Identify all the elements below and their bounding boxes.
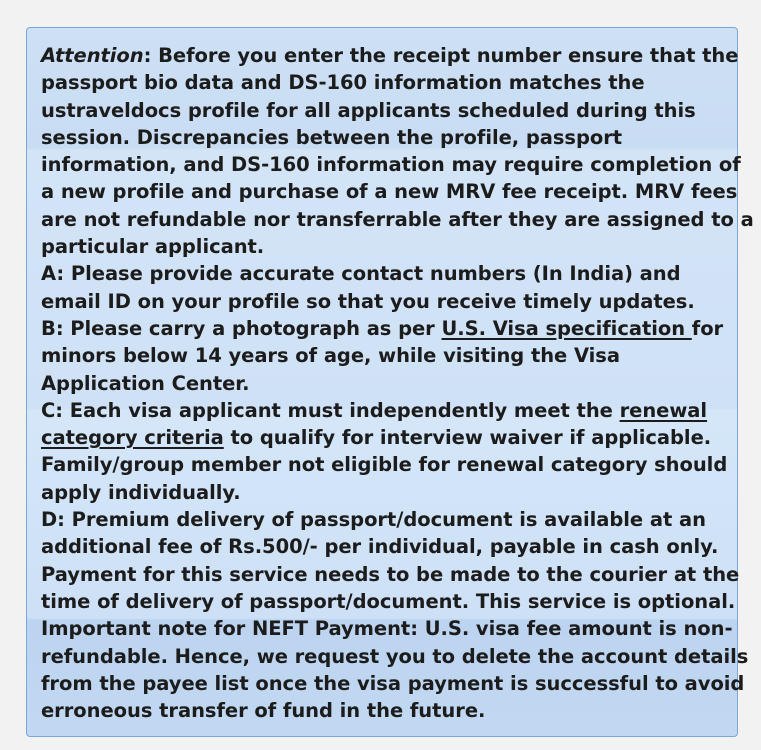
intro-text: : Before you enter the receipt number ensure that the (143, 44, 739, 67)
intro-line-6: a new profile and purchase of a new MRV fee receipt. MRV fees (41, 180, 738, 204)
intro-line-8: particular applicant. (41, 235, 265, 259)
point-b-line-3: Application Center. (41, 371, 250, 395)
neft-line-3: from the payee list once the visa payment is successful to avoid (41, 671, 745, 695)
neft-line-2: refundable. Hence, we request you to delete the account details (41, 644, 749, 668)
point-a-line-1: A: Please provide accurate contact numbers (In India) and (41, 262, 681, 286)
point-c-line-1 (41, 397, 737, 424)
point-d-line-3: Payment for this service needs to be made to the courier at the (41, 562, 740, 586)
neft-line-1: Important note for NEFT Payment: U.S. visa fee amount is non- (41, 617, 733, 641)
intro-line-3: ustraveldocs profile for all applicants scheduled during this (41, 98, 696, 122)
point-c-line2-suffix: to qualify for interview waiver if applicable. (223, 426, 712, 450)
point-b-suffix: for (691, 316, 724, 340)
point-a-line-2: email ID on your profile so that you receive timely updates. (41, 289, 695, 313)
renewal-category-criteria-link-part1[interactable]: renewal (619, 398, 708, 422)
point-c-line-4: apply individually. (41, 480, 241, 504)
point-b-line-1 (41, 315, 737, 342)
point-d-line-4: time of delivery of passport/document. This service is optional. (41, 589, 736, 613)
point-c-line-3: Family/group member not eligible for renewal category should (41, 453, 728, 477)
intro-line-4: session. Discrepancies between the profile, passport (41, 125, 623, 149)
attention-notice-box (26, 27, 754, 737)
point-c-prefix: C: Each visa applicant must independently meet the (41, 398, 620, 422)
point-d-line-1: D: Premium delivery of passport/document is available at an (41, 508, 706, 532)
point-d-line-2: additional fee of Rs.500/- per individual, payable in cash only. (41, 535, 719, 559)
point-c-line-2 (41, 424, 737, 451)
intro-line-7: are not refundable nor transferrable after they are assigned to a (41, 207, 754, 231)
neft-line-4: erroneous transfer of fund in the future. (41, 699, 486, 723)
intro-line-2: passport bio data and DS-160 information matches the (41, 71, 645, 95)
intro-line-5: information, and DS-160 information may require completion of (41, 153, 741, 177)
renewal-category-criteria-link-part2[interactable]: category criteria (41, 426, 224, 450)
attention-label: Attention (41, 44, 144, 67)
point-b-prefix: B: Please carry a photograph as per (41, 316, 442, 340)
intro-line-1 (41, 42, 737, 69)
us-visa-specification-link[interactable]: U.S. Visa specification (441, 316, 692, 340)
point-b-line-2: minors below 14 years of age, while visiting the Visa (41, 344, 620, 368)
